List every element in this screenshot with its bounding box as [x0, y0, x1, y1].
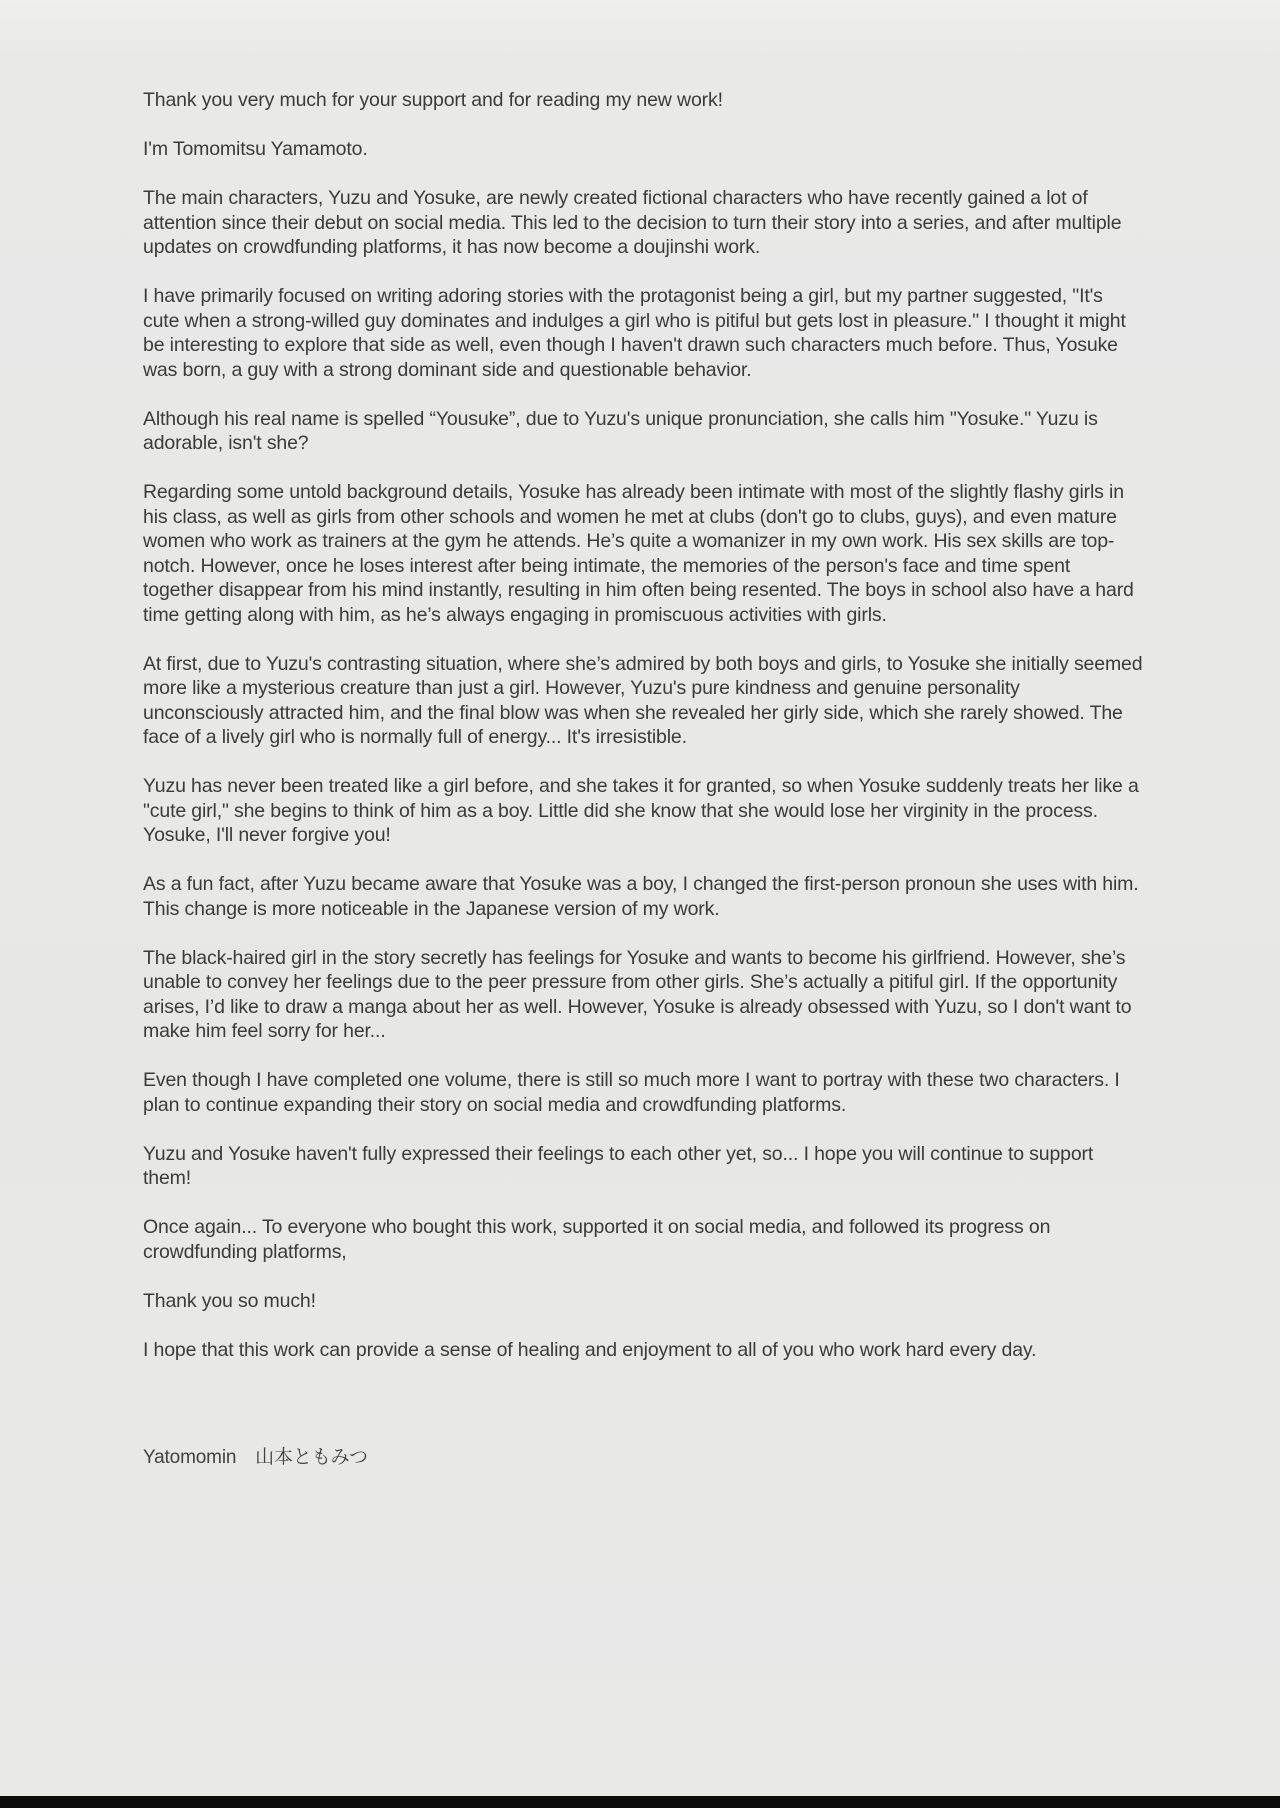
afterword-paragraph: Thank you very much for your support and for reading my new work! — [143, 89, 723, 111]
author-signature: Yatomomin 山本ともみつ — [143, 1447, 368, 1468]
afterword-paragraph: Even though I have completed one volume, there is still so much more I want to portray with these two characters. I plan to continue expanding their story on social media and crowdfunding platforms. — [143, 1069, 1120, 1116]
afterword-paragraph: As a fun fact, after Yuzu became aware that Yosuke was a boy, I changed the first-person pronoun she uses with him. This change is more noticeable in the Japanese version of my work. — [143, 873, 1139, 920]
afterword-paragraph: Yuzu and Yosuke haven't fully expressed their feelings to each other yet, so... I hope you will continue to support them! — [143, 1142, 1094, 1189]
afterword-text — [143, 88, 1143, 1495]
afterword-paragraph: At first, due to Yuzu's contrasting situation, where she’s admired by both boys and girls, to Yosuke she initially seemed more like a mysterious creature than just a girl. However, Yuzu's pure kindness and genuine personality unconsciously attracted him, and the final blow was when she revealed her girly side, which she rarely showed. The face of a lively girl who is normally full of energy... It's irresistible. — [143, 652, 1143, 748]
afterword-paragraph: Thank you so much! — [143, 1289, 316, 1312]
afterword-paragraph: Once again... To everyone who bought this work, supported it on social media, and followed its progress on crowdfunding platforms, — [143, 1216, 1051, 1263]
afterword-paragraph: The black-haired girl in the story secretly has feelings for Yosuke and wants to become his girlfriend. However, she’s unable to convey her feelings due to the peer pressure from other girls. She’s actually a pitiful girl. If the opportunity arises, I’d like to draw a manga about her as well. However, Yosuke is already obsessed with Yuzu, so I don't want to make him feel sorry for her... — [143, 946, 1132, 1042]
afterword-paragraph: The main characters, Yuzu and Yosuke, are newly created fictional characters who have recently gained a lot of attention since their debut on social media. This led to the decision to turn their story into a series, and after multiple updates on crowdfunding platforms, it has now become a doujinshi work. — [143, 187, 1122, 258]
page-bottom-edge — [0, 1796, 1280, 1808]
afterword-paragraph: Yuzu has never been treated like a girl before, and she takes it for granted, so when Yosuke suddenly treats her like a "cute girl," she begins to think of him as a boy. Little did she know that she would lose her virginity in the process. Yosuke, I'll never forgive you! — [143, 775, 1139, 846]
afterword-paragraph: Although his real name is spelled “Yousuke”, due to Yuzu's unique pronunciation, she calls him "Yosuke." Yuzu is adorable, isn't she? — [143, 407, 1098, 454]
afterword-paragraph: I'm Tomomitsu Yamamoto. — [143, 138, 368, 160]
afterword-paragraph: I have primarily focused on writing adoring stories with the protagonist being a girl, but my partner suggested, "It's cute when a strong-willed guy dominates and indulges a girl who is pitiful but gets lost in pleasure." I thought it might be interesting to explore that side as well, even though I haven't drawn such characters much before. Thus, Yosuke was born, a guy with a strong dominant side and questionable behavior. — [143, 285, 1126, 381]
afterword-paragraph: Regarding some untold background details, Yosuke has already been intimate with most of the slightly flashy girls in his class, as well as girls from other schools and women he met at clubs (don't go to clubs, guys), and even mature women who work as trainers at the gym he attends. He’s quite a womanizer in my own work. His sex skills are top-notch. However, once he loses interest after being intimate, the memories of the person's face and time spent together disappear from his mind instantly, resulting in him often being resented. The boys in school also have a hard time getting along with him, as he’s always engaging in promiscuous activities with girls. — [143, 481, 1134, 626]
afterword-paragraph: I hope that this work can provide a sense of healing and enjoyment to all of you who work hard every day. — [143, 1338, 1037, 1361]
